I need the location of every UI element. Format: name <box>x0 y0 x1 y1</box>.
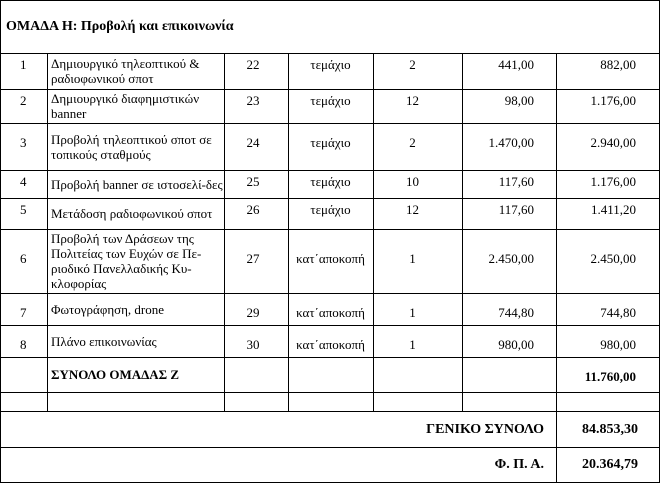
vat-label: Φ. Π. Α. <box>494 457 544 472</box>
item-quantity: 1 <box>409 337 416 352</box>
row-number: 6 <box>20 251 27 266</box>
item-description: Πλάνο επικοινωνίας <box>51 333 157 349</box>
item-code: 25 <box>246 174 260 189</box>
item-unit: τεμάχιο <box>310 202 351 217</box>
grand-total-label: ΓΕΝΙΚΟ ΣΥΝΟΛΟ <box>426 421 544 437</box>
item-unit-price: 117,60 <box>498 174 534 189</box>
item-total: 2.940,00 <box>590 135 636 150</box>
item-quantity: 2 <box>409 57 416 72</box>
item-quantity: 2 <box>409 135 416 150</box>
item-code: 22 <box>246 57 260 72</box>
item-total: 1.411,20 <box>590 202 636 217</box>
item-total: 1.176,00 <box>590 174 636 189</box>
item-description: Δημιουργικό τηλεοπτικού & ραδιοφωνικού σποτ <box>51 56 200 86</box>
item-unit: κατ΄αποκοπή <box>296 337 365 352</box>
item-unit-price: 117,60 <box>498 202 534 217</box>
group-total-label: ΣΥΝΟΛΟ ΟΜΑΔΑΣ Ζ <box>51 367 180 382</box>
item-unit: κατ΄αποκοπή <box>296 305 365 320</box>
section-title: ΟΜΑΔΑ Η: Προβολή και επικοινωνία <box>6 19 234 34</box>
row-number: 7 <box>20 305 27 320</box>
item-unit: τεμάχιο <box>310 57 351 72</box>
item-quantity: 1 <box>409 251 416 266</box>
item-total: 882,00 <box>600 57 636 72</box>
item-unit: τεμάχιο <box>310 174 351 189</box>
item-unit-price: 2.450,00 <box>488 251 534 266</box>
item-code: 27 <box>246 251 260 266</box>
item-description: Προβολή τηλεοπτικού σποτ σε τοπικούς σταθμούς <box>51 131 212 162</box>
item-description: Φωτογράφηση, drone <box>51 301 165 317</box>
row-number: 8 <box>20 337 27 352</box>
item-unit: τεμάχιο <box>310 93 351 108</box>
item-unit: κατ΄αποκοπή <box>296 251 365 266</box>
row-number: 5 <box>20 202 27 217</box>
item-description: Δημιουργικό διαφημιστικών banner <box>51 91 200 121</box>
row-number: 4 <box>20 174 27 189</box>
item-total: 1.176,00 <box>590 93 636 108</box>
item-total: 2.450,00 <box>590 251 636 266</box>
item-unit-price: 980,00 <box>498 337 534 352</box>
grid-line <box>0 0 660 1</box>
row-number: 2 <box>20 93 27 108</box>
row-number: 3 <box>20 135 27 150</box>
item-code: 30 <box>246 337 260 352</box>
item-code: 29 <box>246 305 260 320</box>
item-code: 23 <box>246 93 260 108</box>
item-quantity: 12 <box>406 202 419 217</box>
grand-total-value: 84.853,30 <box>582 421 638 437</box>
grid-line <box>0 392 660 393</box>
item-code: 24 <box>246 135 260 150</box>
row-number: 1 <box>20 57 27 72</box>
item-total: 980,00 <box>600 337 636 352</box>
item-unit-price: 98,00 <box>504 93 534 108</box>
group-total-value: 11.760,00 <box>584 369 636 384</box>
item-quantity: 12 <box>406 93 419 108</box>
item-description: Προβολή banner σε ιστοσελί-δες <box>51 176 223 192</box>
item-quantity: 1 <box>409 305 416 320</box>
item-code: 26 <box>246 202 260 217</box>
item-unit: τεμάχιο <box>310 135 351 150</box>
item-unit-price: 1.470,00 <box>488 135 534 150</box>
item-unit-price: 441,00 <box>498 57 534 72</box>
item-description: Προβολή των Δράσεων της Πολιτείας των Ευχών σε Πε-ριοδικό Πανελλαδικής Κυ-κλοφορίας <box>51 231 202 291</box>
vat-value: 20.364,79 <box>582 457 638 472</box>
item-unit-price: 744,80 <box>498 305 534 320</box>
item-total: 744,80 <box>600 305 636 320</box>
item-description: Μετάδοση ραδιοφωνικού σποτ <box>51 206 213 221</box>
item-quantity: 10 <box>406 174 419 189</box>
